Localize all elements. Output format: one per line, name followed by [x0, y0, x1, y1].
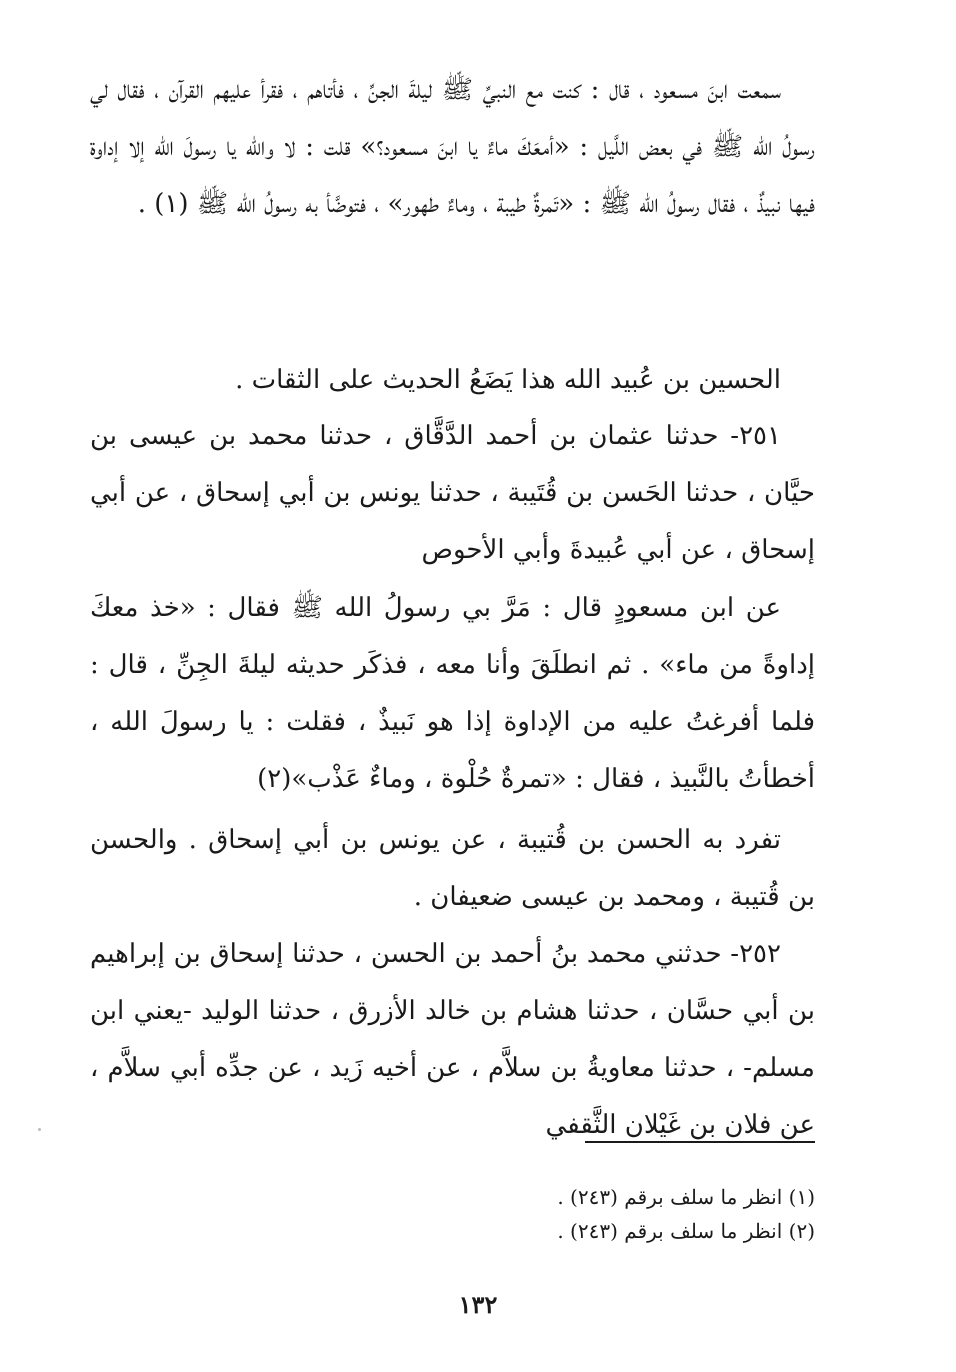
paragraph-6: [90, 926, 815, 1154]
footnote-1: (١) انظر ما سلف برقم (٢٤٣) .: [557, 1185, 815, 1209]
footnote-separator: [585, 1141, 815, 1143]
paragraph-text: عن ابن مسعودٍ قال : مَرَّ بي رسولُ الله ﷺ فقال : «خذ معكَ إداوةً من ماء» . ثم انطلَقَ وأنا معه ، فذكَر حديثه ليلةَ الجِنِّ ، قال : فلما أفرغتُ عليه من الإداوة إذا هو نَبيذٌ ، فقلت : يا رسولَ الله ، أخطأتُ بالنَّبيذ ، فقال : «تمرةٌ حُلْوة ، وماءٌ عَذْب»(٢): [90, 593, 815, 794]
paragraph-text: سمعت ابنَ مسعود ، قال : كنت مع النبيِّ ﷺ ليلةَ الجنِّ ، فأتاهم ، فقرأ عليهم القرآن ، فقال لي رسولُ الله ﷺ في بعض اللَّيل : «أمعَكَ ماءٌ يا ابنَ مسعود؟» قلت : لا والله يا رسولَ الله إلا إداوة فيها نبيذٌ ، فقال رسولُ الله ﷺ : «تَمرةٌ طيبة ، وماءٌ طهور» ، فتوضَّأ به رسولُ الله ﷺ (١) .: [90, 75, 815, 219]
paragraph-text: ٢٥٢- حدثني محمد بنُ أحمد بن الحسن ، حدثنا إسحاق بن إبراهيم بن أبي حسَّان ، حدثنا هشام بن خالد الأزرق ، حدثنا الوليد -يعني ابن مسلم- ، حدثنا معاويةُ بن سلاَّم ، عن أخيه زَيد ، عن جدِّه أبي سلاَّم ، عن فلان بن غَيْلان الثَّقفي: [90, 939, 815, 1140]
paragraph-text: الحسين بن عُبيد الله هذا يَضَعُ الحديث على الثقات .: [235, 365, 781, 395]
paragraph-5: [90, 812, 815, 926]
paragraph-text: ٢٥١- حدثنا عثمان بن أحمد الدَّقَّاق ، حدثنا محمد بن عيسى بن حيَّان ، حدثنا الحَسن بن قُتَيبة ، حدثنا يونس بن أبي إسحاق ، عن أبي إسحاق ، عن أبي عُبيدةَ وأبي الأحوص: [90, 421, 815, 565]
footnote-2: (٢) انظر ما سلف برقم (٢٤٣) .: [557, 1219, 815, 1243]
paragraph-text: تفرد به الحسن بن قُتيبة ، عن يونس بن أبي إسحاق . والحسن بن قُتيبة ، ومحمد بن عيسى ضعيفان .: [90, 825, 815, 912]
paragraph-2: [90, 352, 815, 409]
paragraph-4: [90, 580, 815, 808]
paragraph-3: [90, 408, 815, 579]
page-number: ١٣٢: [458, 1290, 498, 1319]
footnotes: [90, 1180, 815, 1248]
scan-speck: [38, 1128, 41, 1131]
paragraph-1: [90, 62, 815, 233]
